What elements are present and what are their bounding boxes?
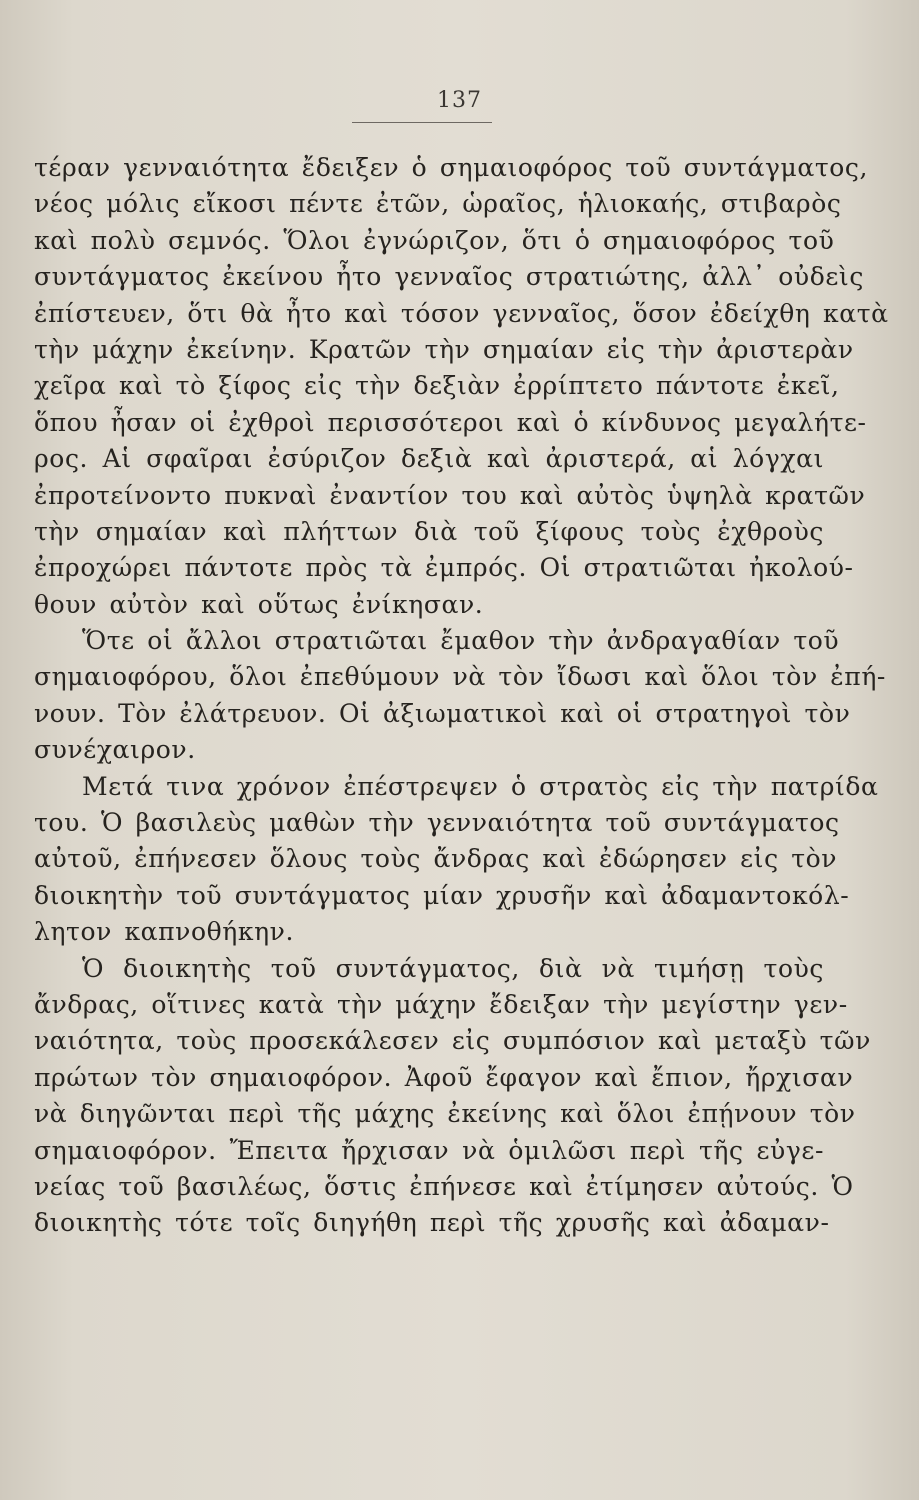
text-line: τὴν μάχην ἐκείνην. Κρατῶν τὴν σημαίαν εἰς τὴν ἀριστερὰν xyxy=(34,334,854,364)
text-line: ἄνδρας, οἵτινες κατὰ τὴν μάχην ἔδειξαν τὴν μεγίστην γεν- xyxy=(34,989,848,1019)
text-line: ὅπου ἦσαν οἱ ἐχθροὶ περισσότεροι καὶ ὁ κίνδυνος μεγαλήτε- xyxy=(34,407,867,437)
body-text xyxy=(34,150,889,1242)
text-line: ἐπροχώρει πάντοτε πρὸς τὰ ἐμπρός. Οἱ στρατιῶται ἠκολού- xyxy=(34,553,854,583)
text-line: ρος. Αἱ σφαῖραι ἐσύριζον δεξιὰ καὶ ἀριστερά, αἱ λόγχαι xyxy=(34,444,824,474)
text-line: ναιότητα, τοὺς προσεκάλεσεν εἰς συμπόσιον καὶ μεταξὺ τῶν xyxy=(34,1026,871,1056)
text-line: Μετά τινα χρόνον ἐπέστρεψεν ὁ στρατὸς εἰς τὴν πατρίδα xyxy=(82,771,879,801)
text-line: συντάγματος ἐκείνου ἦτο γενναῖος στρατιώτης, ἀλλ᾽ οὐδεὶς xyxy=(34,262,864,292)
text-line: σημαιοφόρου, ὅλοι ἐπεθύμουν νὰ τὸν ἴδωσι καὶ ὅλοι τὸν ἐπή- xyxy=(34,662,886,692)
page-number: 137 xyxy=(437,88,482,113)
text-line: σημαιοφόρον. Ἔπειτα ἤρχισαν νὰ ὁμιλῶσι περὶ τῆς εὐγε- xyxy=(34,1135,824,1165)
text-line: Ὁ διοικητὴς τοῦ συντάγματος, διὰ νὰ τιμήσῃ τοὺς xyxy=(82,953,824,983)
text-line: νείας τοῦ βασιλέως, ὅστις ἐπήνεσε καὶ ἐτίμησεν αὐτούς. Ὁ xyxy=(34,1171,854,1201)
text-line: νὰ διηγῶνται περὶ τῆς μάχης ἐκείνης καὶ ὅλοι ἐπῄνουν τὸν xyxy=(34,1099,856,1129)
text-line: τὴν σημαίαν καὶ πλήττων διὰ τοῦ ξίφους τοὺς ἐχθροὺς xyxy=(34,516,824,546)
text-line: τέραν γενναιότητα ἔδειξεν ὁ σημαιοφόρος τοῦ συντάγματος, xyxy=(34,153,869,182)
text-line: αὐτοῦ, ἐπήνεσεν ὅλους τοὺς ἄνδρας καὶ ἐδώρησεν εἰς τὸν xyxy=(34,844,838,874)
text-line: διοικητὴν τοῦ συντάγματος μίαν χρυσῆν καὶ ἀδαμαντοκόλ- xyxy=(34,880,850,910)
text-line: λητον καπνοθήκην. xyxy=(34,917,295,947)
text-line: νέος μόλις εἴκοσι πέντε ἐτῶν, ὡραῖος, ἡλιοκαής, στιβαρὸς xyxy=(34,189,842,219)
text-line: Ὅτε οἱ ἄλλοι στρατιῶται ἔμαθον τὴν ἀνδραγαθίαν τοῦ xyxy=(82,626,840,656)
text-line: συνέχαιρον. xyxy=(34,735,196,765)
text-line: ἐπίστευεν, ὅτι θὰ ἦτο καὶ τόσον γενναῖος, ὅσον ἐδείχθη κατὰ xyxy=(34,298,889,328)
text-line: νουν. Τὸν ἐλάτρευον. Οἱ ἀξιωματικοὶ καὶ οἱ στρατηγοὶ τὸν xyxy=(34,698,851,728)
text-line: πρώτων τὸν σημαιοφόρον. Ἀφοῦ ἔφαγον καὶ ἔπιον, ἤρχισαν xyxy=(34,1062,854,1092)
text-line: διοικητὴς τότε τοῖς διηγήθη περὶ τῆς χρυσῆς καὶ ἀδαμαν- xyxy=(34,1208,830,1238)
text-line: χεῖρα καὶ τὸ ξίφος εἰς τὴν δεξιὰν ἐρρίπτετο πάντοτε ἐκεῖ, xyxy=(34,371,840,401)
text-line: του. Ὁ βασιλεὺς μαθὼν τὴν γενναιότητα τοῦ συντάγματος xyxy=(34,808,840,838)
header-rule xyxy=(352,122,492,123)
text-line: καὶ πολὺ σεμνός. Ὅλοι ἐγνώριζον, ὅτι ὁ σημαιοφόρος τοῦ xyxy=(34,225,835,255)
text-line: ἐπροτείνοντο πυκναὶ ἐναντίον του καὶ αὐτὸς ὑψηλὰ κρατῶν xyxy=(34,480,866,510)
text-line: θουν αὐτὸν καὶ οὕτως ἐνίκησαν. xyxy=(34,589,484,619)
